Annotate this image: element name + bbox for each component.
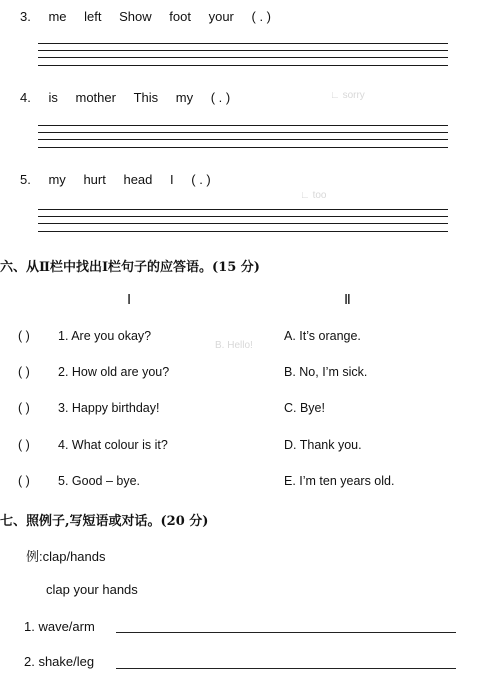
- answer-option: D. Thank you.: [284, 438, 362, 452]
- end-punctuation: ( . ): [251, 9, 272, 24]
- word: head: [123, 172, 153, 187]
- exercise-item: 1. wave/arm: [24, 619, 95, 634]
- question-text: 3. Happy birthday!: [58, 401, 160, 415]
- reorder-item-5: [20, 172, 225, 187]
- answer-option: B. No, I’m sick.: [284, 365, 368, 379]
- section-6-title: 六、从Ⅱ栏中找出Ⅰ栏句子的应答语。(15 分): [0, 260, 260, 275]
- question-text: 5. Good – bye.: [58, 474, 141, 488]
- word: I: [170, 172, 174, 187]
- word: left: [84, 9, 102, 24]
- answer-blank[interactable]: ( ): [18, 365, 30, 379]
- item-number: 4.: [20, 90, 31, 105]
- reorder-item-3: [20, 9, 285, 24]
- answer-blank[interactable]: ( ): [18, 474, 30, 488]
- answer-option: A. It’s orange.: [284, 329, 361, 343]
- word: mother: [75, 90, 116, 105]
- writing-lines-5[interactable]: [38, 209, 448, 233]
- item-number: 3.: [20, 9, 31, 24]
- end-punctuation: ( . ): [191, 172, 211, 187]
- word: your: [208, 9, 234, 24]
- word: foot: [169, 9, 191, 24]
- answer-line[interactable]: [116, 632, 456, 633]
- example-answer: clap your hands: [46, 582, 138, 597]
- item-number: 5.: [20, 172, 31, 187]
- answer-option: C. Bye!: [284, 401, 325, 415]
- bleed-through-mark: B. Hello!: [215, 340, 253, 351]
- bleed-through-mark: ∟ too: [300, 190, 327, 201]
- question-text: 2. How old are you?: [58, 365, 170, 379]
- word: is: [48, 90, 58, 105]
- writing-lines-3[interactable]: [38, 43, 448, 67]
- word: my: [48, 172, 66, 187]
- column-2-header: Ⅱ: [344, 293, 351, 308]
- exercise-item: 2. shake/leg: [24, 654, 95, 669]
- word: Show: [119, 9, 152, 24]
- answer-blank[interactable]: ( ): [18, 329, 30, 343]
- column-1-header: Ⅰ: [127, 293, 132, 308]
- question-row: [18, 401, 159, 415]
- example-label: 例:clap/hands: [26, 549, 106, 564]
- answer-blank[interactable]: ( ): [18, 401, 30, 415]
- question-text: 1. Are you okay?: [58, 329, 152, 343]
- answer-blank[interactable]: ( ): [18, 438, 30, 452]
- answer-option: E. I’m ten years old.: [284, 474, 395, 488]
- question-row: [18, 365, 169, 379]
- reorder-item-4: [20, 90, 244, 105]
- question-text: 4. What colour is it?: [58, 438, 168, 452]
- word: This: [133, 90, 159, 105]
- writing-lines-4[interactable]: [38, 125, 448, 149]
- answer-line[interactable]: [116, 668, 456, 669]
- question-row: [18, 474, 140, 488]
- section-7-title: 七、照例子,写短语或对话。(20 分): [0, 514, 209, 529]
- question-row: [18, 438, 168, 452]
- question-row: [18, 329, 151, 343]
- word: my: [175, 90, 194, 105]
- word: me: [48, 9, 67, 24]
- end-punctuation: ( . ): [210, 90, 231, 105]
- word: hurt: [83, 172, 106, 187]
- bleed-through-mark: ∟ sorry: [330, 90, 365, 101]
